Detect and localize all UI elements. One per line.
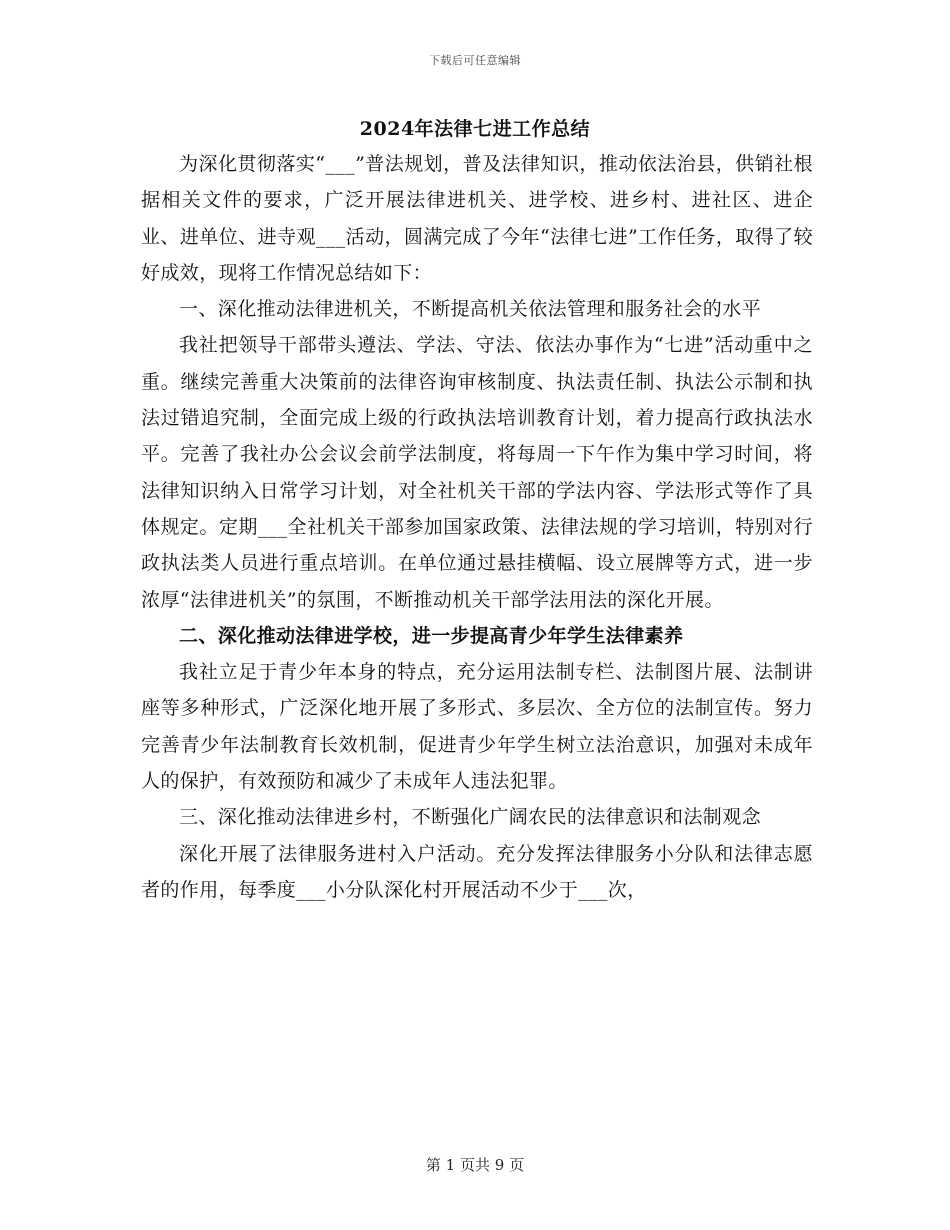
section-heading-3: 三、深化推动法律进乡村，不断强化广阔农民的法律意识和法制观念	[179, 806, 762, 829]
section-body-1: 我社把领导干部带头遵法、学法、守法、依法办事作为“七进”活动重中之重。继续完善重大决策前的法律咨询审核制度、执法责任制、执法公示制和执法过错追究制，全面完成上级的行政执法培训教育计划，着力提高行政执法水平。完善了我社办公会议会前学法制度，将每周一下午作为集中学习时间，将法律知识纳入日常学习计划，对全社机关干部的学法内容、学法形式等作了具体规定。定期___全社机关干部参加国家政策、法律法规的学习培训，特别对行政执法类人员进行重点培训。在单位通过悬挂横幅、设立展牌等方式，进一步浓厚“法律进机关”的氛围，不断推动机关干部学法用法的深化开展。	[141, 334, 813, 611]
page-number-footer: 第 1 页共 9 页	[425, 1156, 525, 1174]
document-body	[141, 146, 813, 908]
intro-paragraph: 为深化贯彻落实“___”普法规划，普及法律知识，推动依法治县，供销社根据相关文件的要求，广泛开展法律进机关、进学校、进乡村、进社区、进企业、进单位、进寺观___活动，圆满完成了今年“法律七进”工作任务，取得了较好成效，现将工作情况总结如下：	[141, 153, 813, 284]
document-title: 2024年法律七进工作总结	[359, 118, 591, 140]
page-header-note: 下载后可任意编辑	[429, 54, 521, 67]
section-heading-2: 二、深化推动法律进学校，进一步提高青少年学生法律素养	[179, 624, 684, 647]
section-heading-1: 一、深化推动法律进机关，不断提高机关依法管理和服务社会的水平	[179, 298, 762, 321]
section-body-2: 我社立足于青少年本身的特点，充分运用法制专栏、法制图片展、法制讲座等多种形式，广泛深化地开展了多形式、多层次、全方位的法制宣传。努力完善青少年法制教育长效机制，促进青少年学生树立法治意识，加强对未成年人的保护，有效预防和减少了未成年人违法犯罪。	[141, 661, 813, 793]
section-body-3: 深化开展了法律服务进村入户活动。充分发挥法律服务小分队和法律志愿者的作用，每季度___小分队深化村开展活动不少于___次，	[141, 842, 813, 901]
